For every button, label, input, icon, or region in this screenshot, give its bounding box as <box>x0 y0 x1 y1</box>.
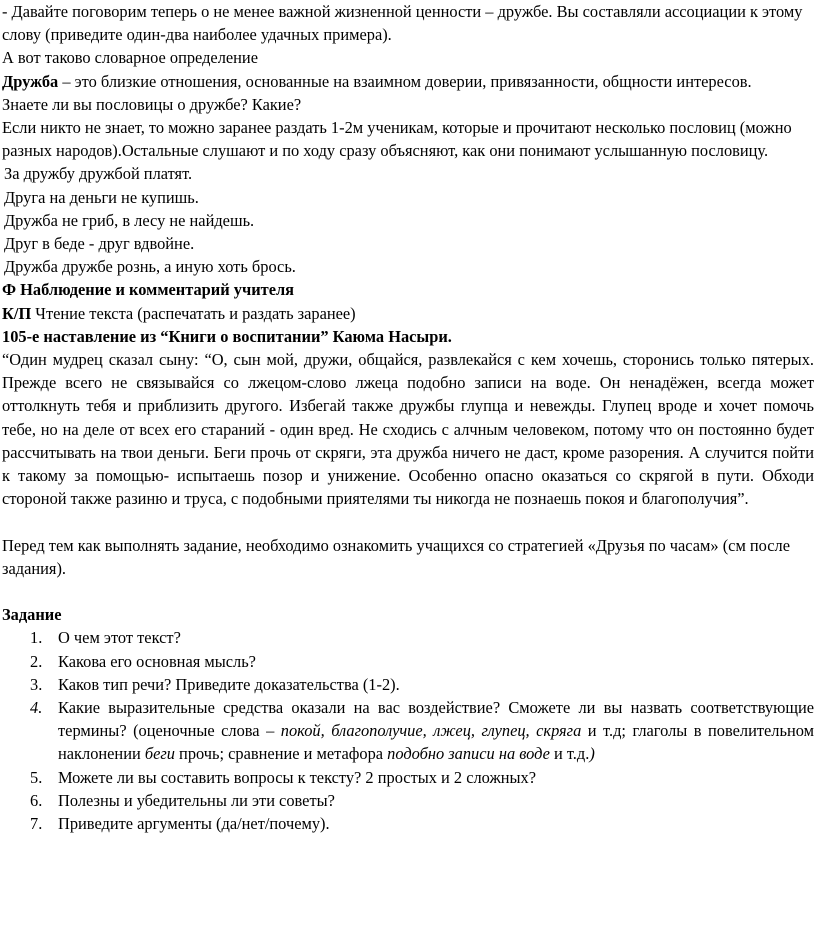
proverbs-question: Знаете ли вы пословицы о дружбе? Какие? <box>2 94 302 114</box>
proverb-item: Друг в беде - друг вдвойне. <box>4 234 195 254</box>
task-number: 1. <box>30 628 43 648</box>
task-number: 2. <box>30 651 43 671</box>
task-item <box>2 626 814 649</box>
task-number: 3. <box>30 674 43 694</box>
task-text-italic: беги <box>144 744 175 764</box>
task-text: О чем этот текст? <box>58 628 181 648</box>
task-text-part: прочь; сравнение и метафора <box>174 744 388 764</box>
kp-line <box>2 302 814 325</box>
definition-paragraph <box>2 70 814 93</box>
definition-text: – это близкие отношения, основанные на взаимном доверии, привязанности, общности интересов. <box>58 71 752 91</box>
definition-lead: А вот таково словарное определение <box>2 48 258 68</box>
nasyri-title: 105-е наставление из “Книги о воспитании” Каюма Насыри. <box>2 326 452 346</box>
nasyri-text: “Один мудрец сказал сыну: “О, сын мой, дружи, общайся, развлекайся с кем хочешь, сторонись только пятерых. Прежде всего не связывайся со лжецом-слово лжеца подобно записи на воде. Он ненадёжен, всегда может оттолкнуть тебя и приблизить другого. Избегай также дружбы глупца и невежды. Глупец вроде и хочет помочь тебе, но на деле от всех его стараний - один вред. Не сходись с алчным человеком, потому что он постоянно будет рассчитывать на твои деньги. Беги прочь от скряги, эта дружба ничего не даст, кроме разорения. А случится пойти к такому за помощью- испытаешь позор и унижение. Особенно опасно оказаться со скрягой в пути. Обходи стороной также разиню и труса, с подобными приятелями ты никогда не познаешь покоя и благополучия”. <box>2 350 814 509</box>
task-text: Полезны и убедительны ли эти советы? <box>58 790 335 810</box>
task-text-italic: ) <box>589 744 595 764</box>
task-text: Каков тип речи? Приведите доказательства (1-2). <box>58 674 400 694</box>
task-number: 5. <box>30 767 43 787</box>
kp-text: Чтение текста (распечатать и раздать заранее) <box>31 303 356 323</box>
spacer <box>2 510 814 533</box>
task-text-part: и т.д; глаголы в повелительном наклонении <box>58 721 814 764</box>
task-item <box>2 696 814 766</box>
definition-term: Дружба <box>2 71 59 91</box>
task-item <box>2 673 814 696</box>
task-text: Какова его основная мысль? <box>58 651 256 671</box>
task-text-part: и т.д. <box>549 744 590 764</box>
intro-paragraph: - Давайте поговорим теперь о не менее важной жизненной ценности – дружбе. Вы составляли ассоциации к этому слову (приведите один-два наиболее удачных примера). <box>2 2 803 45</box>
task-item <box>2 766 814 789</box>
task-text-italic: покой, благополучие, лжец, глупец, скряга <box>280 721 582 741</box>
task-number: 6. <box>30 790 43 810</box>
spacer <box>2 580 814 603</box>
task-text: Приведите аргументы (да/нет/почему). <box>58 814 330 834</box>
strategy-paragraph: Перед тем как выполнять задание, необходимо ознакомить учащихся со стратегией «Друзья по часам» (см после задания). <box>2 535 791 578</box>
proverb-item: За дружбу дружбой платят. <box>4 164 193 184</box>
task-number: 7. <box>30 814 43 834</box>
task-number: 4. <box>30 698 43 718</box>
task-text: Можете ли вы составить вопросы к тексту? 2 простых и 2 сложных? <box>58 767 537 787</box>
task-heading: Задание <box>2 605 62 625</box>
proverb-item: Дружба дружбе рознь, а иную хоть брось. <box>4 257 296 277</box>
teacher-instruction: Если никто не знает, то можно заранее раздать 1-2м ученикам, которые и прочитают несколько пословиц (можно разных народов).Остальные слушают и по ходу сразу объясняют, как они понимают услышанную пословицу. <box>2 118 792 161</box>
kp-label: К/П <box>2 303 32 323</box>
task-text-part: Какие выразительные средства оказали на вас воздействие? Сможете ли вы назвать соответствующие термины? (оценочные слова – <box>58 698 814 741</box>
task-item <box>2 650 814 673</box>
task-item <box>2 812 814 835</box>
task-list <box>2 626 814 835</box>
task-item <box>2 789 814 812</box>
section-f-heading: Ф Наблюдение и комментарий учителя <box>2 280 295 300</box>
task-text-italic: подобно записи на воде <box>387 744 550 764</box>
proverb-item: Друга на деньги не купишь. <box>4 187 199 207</box>
proverb-item: Дружба не гриб, в лесу не найдешь. <box>4 210 255 230</box>
